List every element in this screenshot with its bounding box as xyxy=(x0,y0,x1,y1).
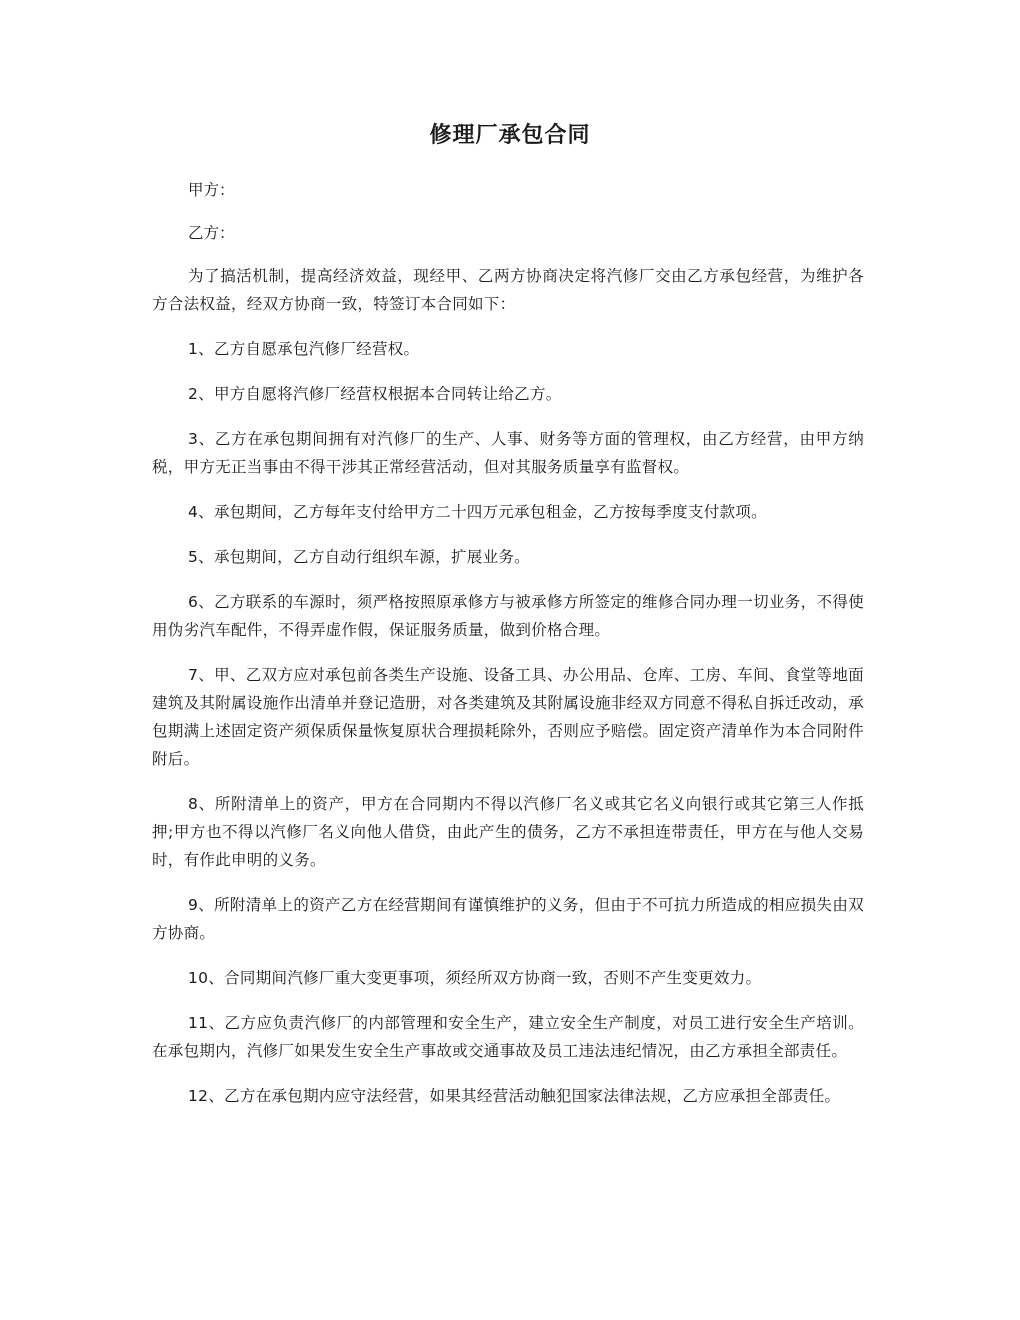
intro-paragraph: 为了搞活机制，提高经济效益，现经甲、乙两方协商决定将汽修厂交由乙方承包经营，为维护各方合法权益，经双方协商一致，特签订本合同如下： xyxy=(152,267,864,313)
clause-10: 10、合同期间汽修厂重大变更事项，须经所双方协商一致，否则不产生变更效力。 xyxy=(188,969,762,987)
clause-5: 5、承包期间，乙方自动行组织车源，扩展业务。 xyxy=(188,548,530,566)
clause-12: 12、乙方在承包期内应守法经营，如果其经营活动触犯国家法律法规，乙方应承担全部责任。 xyxy=(188,1087,841,1105)
clause-3: 3、乙方在承包期间拥有对汽修厂的生产、人事、财务等方面的管理权，由乙方经营，由甲方纳税，甲方无正当事由不得干涉其正常经营活动，但对其服务质量享有监督权。 xyxy=(152,430,864,476)
clause-6: 6、乙方联系的车源时，须严格按照原承修方与被承修方所签定的维修合同办理一切业务，不得使用伪劣汽车配件，不得弄虚作假，保证服务质量，做到价格合理。 xyxy=(152,593,864,639)
clause-1: 1、乙方自愿承包汽修厂经营权。 xyxy=(188,340,420,358)
clause-7: 7、甲、乙双方应对承包前各类生产设施、设备工具、办公用品、仓库、工房、车间、食堂等地面建筑及其附属设施作出清单并登记造册，对各类建筑及其附属设施非经双方同意不得私自拆迁改动，承包期满上述固定资产须保质保量恢复原状合理损耗除外，否则应予赔偿。固定资产清单作为本合同附件附后。 xyxy=(152,666,864,768)
clause-11: 11、乙方应负责汽修厂的内部管理和安全生产，建立安全生产制度，对员工进行安全生产培训。在承包期内，汽修厂如果发生安全生产事故或交通事故及员工违法违纪情况，由乙方承担全部责任。 xyxy=(152,1014,864,1060)
clause-2: 2、甲方自愿将汽修厂经营权根据本合同转让给乙方。 xyxy=(188,385,562,403)
clause-9: 9、所附清单上的资产乙方在经营期间有谨慎维护的义务，但由于不可抗力所造成的相应损失由双方协商。 xyxy=(152,896,864,942)
document-body xyxy=(152,176,864,1127)
party-a-line: 甲方： xyxy=(188,181,235,199)
clause-4: 4、承包期间，乙方每年支付给甲方二十四万元承包租金，乙方按每季度支付款项。 xyxy=(188,503,767,521)
clause-8: 8、所附清单上的资产，甲方在合同期内不得以汽修厂名义或其它名义向银行或其它第三人作抵押;甲方也不得以汽修厂名义向他人借贷，由此产生的债务，乙方不承担连带责任，甲方在与他人交易时，有作此申明的义务。 xyxy=(152,795,864,869)
document-title: 修理厂承包合同 xyxy=(429,123,591,148)
party-b-line: 乙方： xyxy=(188,224,235,242)
